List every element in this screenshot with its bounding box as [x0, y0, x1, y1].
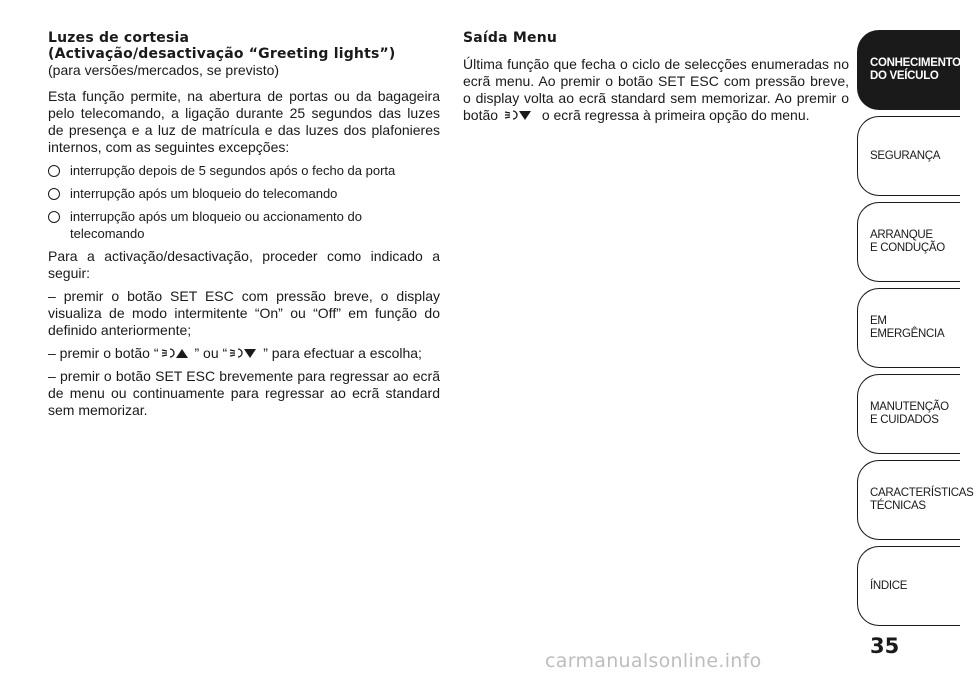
tab-indice[interactable]: ÍNDICE [857, 546, 960, 626]
greeting-lights-title: (Activação/desactivação “Greeting lights”) [48, 46, 396, 62]
right-column [463, 30, 849, 130]
watermark: carmanualsonline.info [545, 650, 762, 672]
tab-conhecimento-do-veiculo[interactable]: CONHECIMENTO DO VEÍCULO [857, 30, 960, 110]
step-3: – premir o botão SET ESC brevemente para regressar ao ecrã de menu ou continuamente para regressar ao ecrã standard sem memorizar. [48, 368, 440, 418]
exit-menu-paragraph: Última função que fecha o ciclo de selecções enumeradas no ecrã menu. Ao premir o botão SET ESC com pressão breve, o display volta ao ecrã standard sem memorizar. Ao premir o botão o ecrã regressa à primeira opção do menu. [463, 56, 849, 123]
tab-caracteristicas-tecnicas[interactable]: CARACTERÍSTICAS TÉCNICAS [857, 460, 960, 540]
subtitle: (para versões/mercados, se previsto) [48, 62, 280, 78]
step-2: – premir o botão “ ” ou “ ” para efectuar a escolha; [48, 345, 422, 361]
bullet-circle-icon [48, 165, 60, 177]
light-down-arrow-icon [504, 108, 536, 122]
tab-em-emergencia[interactable]: EM EMERGÊNCIA [857, 288, 960, 368]
light-down-arrow-icon [229, 346, 261, 360]
exit-menu-title: Saída Menu [463, 30, 558, 46]
list-item: interrupção após um bloqueio do telecomando [48, 185, 440, 202]
tab-seguranca[interactable]: SEGURANÇA [857, 116, 960, 196]
instruction-paragraph: Para a activação/desactivação, proceder como indicado a seguir: [48, 248, 440, 281]
bullet-circle-icon [48, 188, 60, 200]
tab-manutencao-e-cuidados[interactable]: MANUTENÇÃO E CUIDADOS [857, 374, 960, 454]
page-number: 35 [870, 634, 900, 658]
step-1: – premir o botão SET ESC com pressão breve, o display visualiza de modo intermitente “On” ou “Off” em função do definido anteriormente; [48, 288, 440, 338]
list-item: interrupção depois de 5 segundos após o fecho da porta [48, 162, 440, 179]
intro-paragraph: Esta função permite, na abertura de portas ou da bagageira pelo telecomando, a ligação durante 25 segundos das luzes de presença e a luz de matrícula e das luzes dos plafonieres internos, com as seguintes excepções: [48, 88, 440, 155]
courtesy-lights-title: Luzes de cortesia [48, 30, 190, 46]
light-up-arrow-icon [161, 346, 193, 360]
left-column [48, 30, 440, 425]
bullet-circle-icon [48, 211, 60, 223]
tab-arranque-e-conducao[interactable]: ARRANQUE E CONDUÇÃO [857, 202, 960, 282]
list-item: interrupção após um bloqueio ou accionamento do telecomando [48, 208, 440, 242]
chapter-tabs [857, 30, 974, 632]
